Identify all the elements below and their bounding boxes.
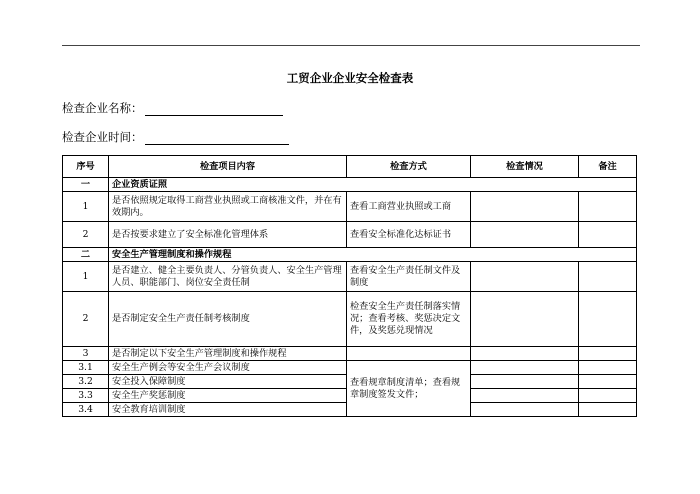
row-remarks-cell[interactable]: [579, 222, 637, 248]
table-row: [63, 347, 637, 361]
row-item: 安全生产例会等安全生产会议制度: [109, 361, 347, 375]
row-remarks-cell[interactable]: [579, 375, 637, 389]
row-number: 3.3: [63, 389, 109, 403]
row-item: 安全投入保障制度: [109, 375, 347, 389]
company-name-field: [62, 100, 283, 116]
row-item: 是否按要求建立了安全标准化管理体系: [109, 222, 347, 248]
section-number: 二: [63, 248, 109, 262]
table-row: [63, 292, 637, 347]
row-item: 安全生产奖惩制度: [109, 389, 347, 403]
row-item: 是否制定以下安全生产管理制度和操作规程: [109, 347, 347, 361]
row-number: 1: [63, 192, 109, 222]
inspection-table: [62, 155, 637, 417]
header-rule: [62, 45, 640, 46]
row-remarks-cell[interactable]: [579, 403, 637, 417]
section-row: [63, 178, 637, 192]
row-number: 1: [63, 262, 109, 292]
row-number: 3.1: [63, 361, 109, 375]
result-subcell[interactable]: [471, 374, 578, 388]
row-remarks-cell[interactable]: [579, 361, 637, 375]
row-item: 安全教育培训制度: [109, 403, 347, 417]
row-remarks-cell[interactable]: [579, 262, 637, 292]
check-time-field: [62, 129, 289, 145]
row-remarks-cell[interactable]: [579, 347, 637, 361]
merged-result-cell[interactable]: [471, 361, 579, 417]
row-method: 查看安全生产责任制文件及制度: [347, 262, 471, 292]
table-header-row: [63, 156, 637, 178]
row-method: 检查安全生产责任制落实情况；查看考核、奖惩决定文件，及奖惩兑现情况: [347, 292, 471, 347]
header-item: 检查项目内容: [109, 156, 347, 178]
header-remarks: 备注: [579, 156, 637, 178]
row-remarks-cell[interactable]: [579, 389, 637, 403]
table-row: [63, 192, 637, 222]
row-method: [347, 347, 471, 361]
row-result-cell[interactable]: [471, 262, 579, 292]
table-row: [63, 361, 637, 375]
header-method: 检查方式: [347, 156, 471, 178]
row-item: 是否依照规定取得工商营业执照或工商核准文件，并在有效期内。: [109, 192, 347, 222]
header-number: 序号: [63, 156, 109, 178]
row-method: 查看安全标准化达标证书: [347, 222, 471, 248]
row-number: 3.2: [63, 375, 109, 389]
table-row: [63, 222, 637, 248]
header-result: 检查情况: [471, 156, 579, 178]
row-number: 3: [63, 347, 109, 361]
table-row: [63, 262, 637, 292]
row-result-cell[interactable]: [471, 222, 579, 248]
row-item: 是否制定安全生产责任制考核制度: [109, 292, 347, 347]
section-number: 一: [63, 178, 109, 192]
company-name-label: 检查企业名称：: [62, 101, 143, 115]
row-method: 查看工商营业执照或工商: [347, 192, 471, 222]
row-remarks-cell[interactable]: [579, 192, 637, 222]
result-subcell[interactable]: [471, 361, 578, 374]
row-item: 是否建立、健全主要负责人、分管负责人、安全生产管理人员、职能部门、岗位安全责任制: [109, 262, 347, 292]
section-row: [63, 248, 637, 262]
company-name-blank[interactable]: [145, 103, 283, 116]
row-result-cell[interactable]: [471, 192, 579, 222]
section-title: 安全生产管理制度和操作规程: [109, 248, 637, 262]
check-time-blank[interactable]: [145, 132, 289, 145]
result-subcell[interactable]: [471, 402, 578, 416]
row-number: 3.4: [63, 403, 109, 417]
row-number: 2: [63, 222, 109, 248]
section-title: 企业资质证照: [109, 178, 637, 192]
row-number: 2: [63, 292, 109, 347]
row-result-cell[interactable]: [471, 292, 579, 347]
row-remarks-cell[interactable]: [579, 292, 637, 347]
merged-method: 查看规章制度清单；查看规章制度签发文件；: [347, 361, 471, 417]
check-time-label: 检查企业时间：: [62, 130, 143, 144]
document-title: 工贸企业企业安全检查表: [286, 71, 414, 85]
row-result-cell[interactable]: [471, 347, 579, 361]
result-subcell[interactable]: [471, 388, 578, 402]
